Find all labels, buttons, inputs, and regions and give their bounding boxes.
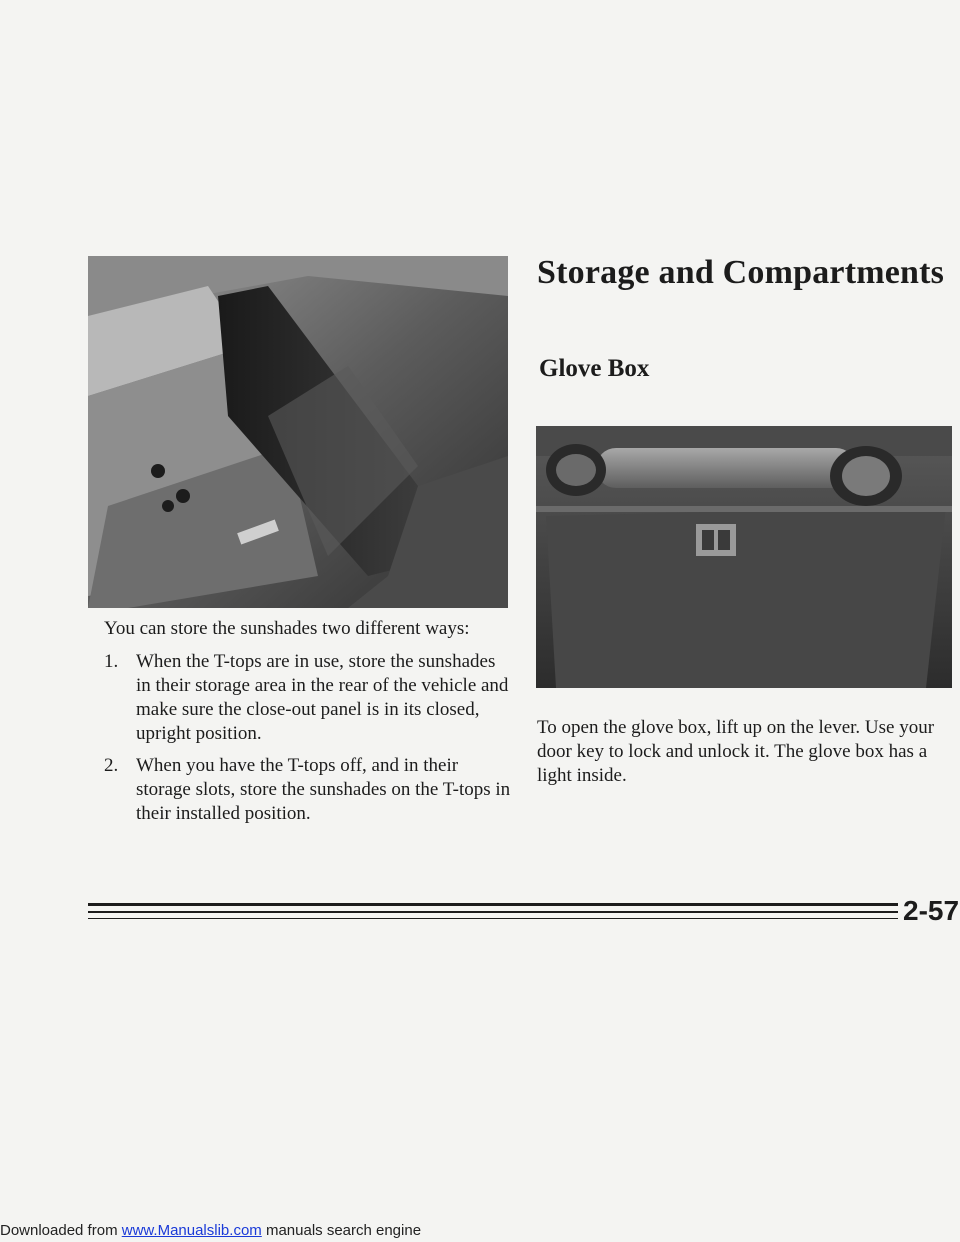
footer-rule <box>88 911 898 913</box>
intro-text: You can store the sunshades two different ways: <box>104 618 470 639</box>
download-footer <box>0 1222 421 1239</box>
footer-rule <box>88 903 898 906</box>
step-text: When you have the T-tops off, and in their storage slots, store the sunshades on the T-tops in their installed position. <box>136 755 511 824</box>
glove-box-paragraph: To open the glove box, lift up on the lever. Use your door key to lock and unlock it. The glove box has a light inside. <box>537 717 935 786</box>
subsection-title: Glove Box <box>539 355 650 382</box>
footer-rule <box>88 918 898 919</box>
footer-suffix: manuals search engine <box>261 1222 422 1239</box>
sunshade-storage-photo <box>88 256 508 608</box>
step-text: When the T-tops are in use, store the sunshades in their storage area in the rear of the vehicle and make sure the close-out panel is in its closed, upright position. <box>136 651 509 744</box>
manualslib-link[interactable]: www.Manualslib.com <box>121 1222 262 1239</box>
step-number: 1. <box>104 651 119 672</box>
storage-steps-list <box>104 650 514 834</box>
footer-prefix: Downloaded from <box>0 1222 122 1239</box>
section-title: Storage and Compartments <box>537 254 945 291</box>
page-number: 2-57 <box>903 895 960 926</box>
step-number: 2. <box>104 755 119 776</box>
list-item <box>104 754 514 826</box>
glove-box-photo <box>536 426 952 688</box>
list-item <box>104 650 514 746</box>
